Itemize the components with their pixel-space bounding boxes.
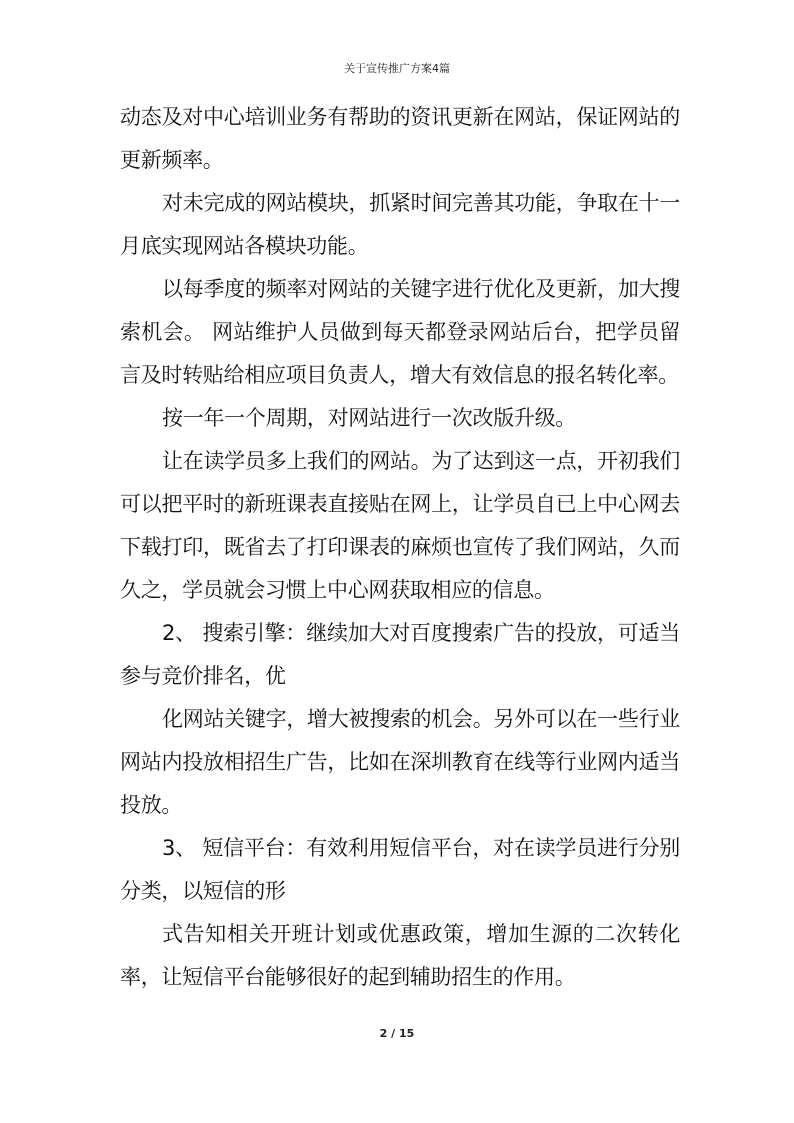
paragraph-9: 式告知相关开班计划或优惠政策，增加生源的二次转化率，让短信平台能够很好的起到辅助招生的作用。 (120, 922, 680, 989)
page-number: 2 / 15 (379, 1027, 415, 1040)
paragraph-5: 让在读学员多上我们的网站。为了达到这一点，开初我们可以把平时的新班课表直接贴在网上，让学员自已上中心网去下载打印，既省去了打印课表的麻烦也宣传了我们网站，久而久之，学员就会习惯上中心网获取相应的信息。 (120, 449, 680, 602)
page-header-title: 关于宣传推广方案4篇 (344, 62, 450, 75)
paragraph-2: 对未完成的网站模块，抓紧时间完善其功能，争取在十一月底实现网站各模块功能。 (120, 191, 680, 258)
paragraph-3: 以每季度的频率对网站的关键字进行优化及更新，加大搜索机会。 网站维护人员做到每天都登录网站后台，把学员留言及时转贴给相应项目负责人，增大有效信息的报名转化率。 (120, 277, 680, 387)
paragraph-6: 2、 搜索引擎：继续加大对百度搜索广告的投放，可适当参与竞价排名，优 (120, 621, 680, 688)
paragraph-7: 化网站关键字，增大被搜索的机会。另外可以在一些行业网站内投放相招生广告，比如在深圳教育在线等行业网内适当投放。 (120, 707, 680, 817)
paragraph-1: 动态及对中心培训业务有帮助的资讯更新在网站，保证网站的更新频率。 (120, 105, 680, 172)
paragraph-8: 3、 短信平台：有效利用短信平台，对在读学员进行分别分类，以短信的形 (120, 836, 680, 903)
paragraph-4: 按一年一个周期，对网站进行一次改版升级。 (162, 406, 576, 430)
document-body (120, 96, 680, 999)
